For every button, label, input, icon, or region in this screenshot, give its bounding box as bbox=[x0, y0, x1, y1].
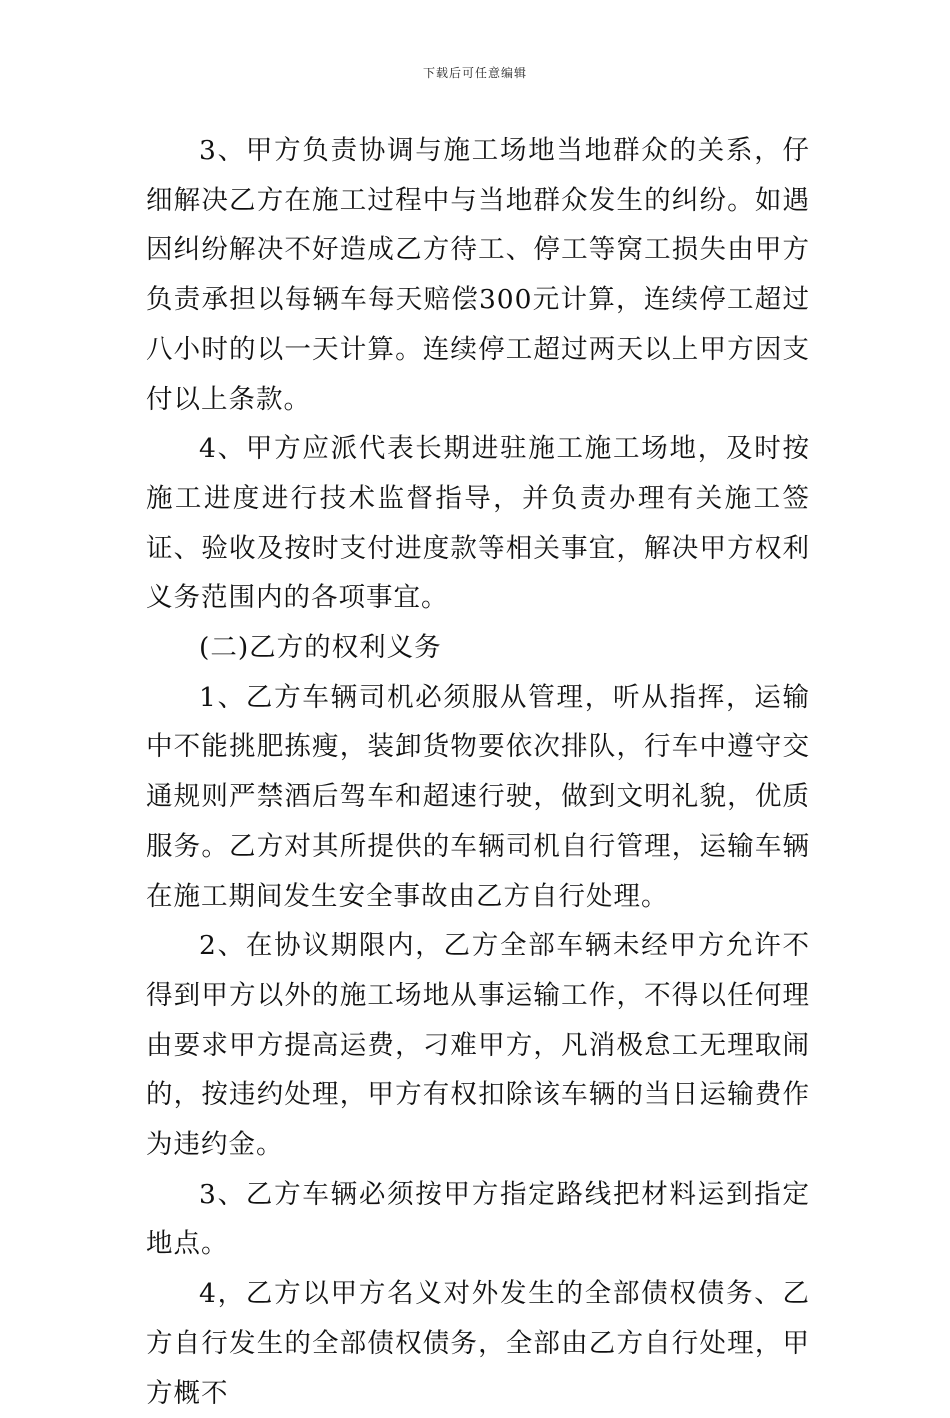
clause-paragraph: 3、乙方车辆必须按甲方指定路线把材料运到指定地点。 bbox=[146, 1178, 810, 1260]
clause-paragraph: 4、甲方应派代表长期进驻施工施工场地，及时按施工进度进行技术监督指导，并负责办理有关施工签证、验收及按时支付进度款等相关事宜，解决甲方权利义务范围内的各项事宜。 bbox=[146, 433, 810, 614]
clause-paragraph: 3、甲方负责协调与施工场地当地群众的关系，仔细解决乙方在施工过程中与当地群众发生的纠纷。如遇因纠纷解决不好造成乙方待工、停工等窝工损失由甲方负责承担以每辆车每天赔偿300元计算，连续停工超过八小时的以一天计算。连续停工超过两天以上甲方因支付以上条款。 bbox=[146, 135, 810, 415]
document-body bbox=[146, 126, 810, 1418]
section-heading: (二)乙方的权利义务 bbox=[199, 632, 442, 664]
clause-paragraph: 1、乙方车辆司机必须服从管理，听从指挥，运输中不能挑肥拣瘦，装卸货物要依次排队，行车中遵守交通规则严禁酒后驾车和超速行驶，做到文明礼貌，优质服务。乙方对其所提供的车辆司机自行管理，运输车辆在施工期间发生安全事故由乙方自行处理。 bbox=[146, 681, 810, 912]
page-header: 下载后可任意编辑 bbox=[422, 66, 527, 80]
clause-paragraph: 2、在协议期限内，乙方全部车辆未经甲方允许不得到甲方以外的施工场地从事运输工作，不得以任何理由要求甲方提高运费，刁难甲方，凡消极怠工无理取闹的，按违约处理，甲方有权扣除该车辆的当日运输费作为违约金。 bbox=[146, 930, 810, 1161]
clause-paragraph: 4，乙方以甲方名义对外发生的全部债权债务、乙方自行发生的全部债权债务，全部由乙方自行处理，甲方概不 bbox=[146, 1278, 810, 1409]
